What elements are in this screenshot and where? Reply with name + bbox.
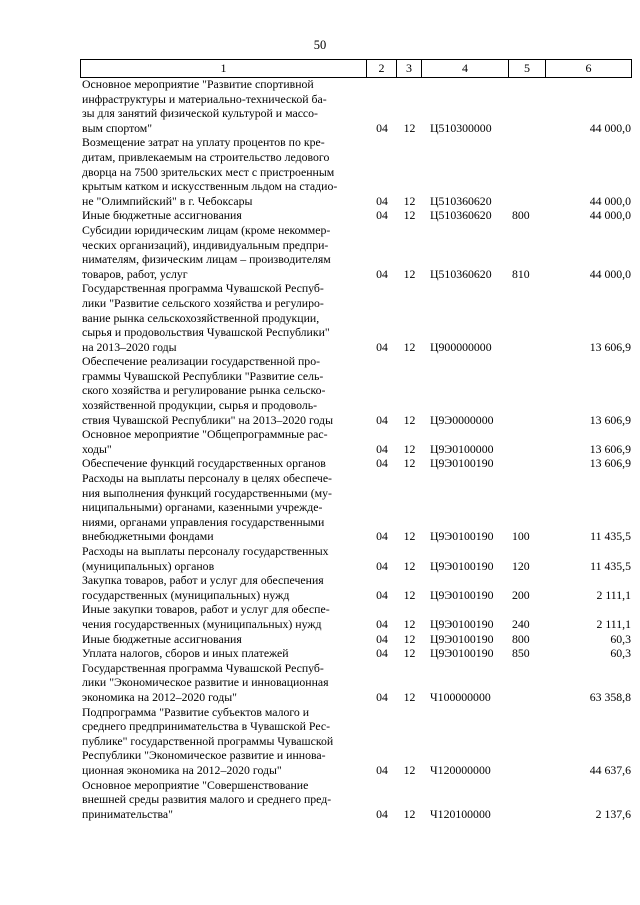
table-row <box>80 646 632 661</box>
target-article-code: Ц9Э0100190 <box>430 646 494 661</box>
section-code: 04 <box>376 558 388 573</box>
amount: 2 111,1 <box>596 616 631 631</box>
table-row <box>80 471 632 544</box>
table-row <box>80 77 632 135</box>
description-line: ского хозяйства и регулирование рынка сельско- <box>82 383 326 398</box>
section-code: 04 <box>376 120 388 135</box>
row-description <box>80 427 367 456</box>
target-article-code: Ч120000000 <box>430 762 491 777</box>
section-code: 04 <box>376 806 388 821</box>
target-article-code: Ц9Э0100000 <box>430 441 494 456</box>
header-col-1: 1 <box>80 60 367 77</box>
description-line: Подпрограмма "Развитие субъектов малого и <box>82 704 310 719</box>
section-code: 04 <box>376 529 388 544</box>
target-article-code: Ч120100000 <box>430 806 491 821</box>
section-code: 04 <box>376 631 388 646</box>
target-article-code: Ц9Э0100190 <box>430 456 494 471</box>
row-description <box>80 135 367 208</box>
expense-type-code: 120 <box>512 558 530 573</box>
table-body <box>80 77 632 821</box>
description-line: ниями, органами управления государственными <box>82 514 325 529</box>
description-line: Основное мероприятие "Совершенствование <box>82 777 309 792</box>
subsection-code: 12 <box>403 441 416 456</box>
amount: 44 000,0 <box>589 120 631 135</box>
expense-type-code: 200 <box>512 587 530 602</box>
row-description <box>80 208 367 223</box>
subsection-code: 12 <box>403 193 416 208</box>
description-line: граммы Чувашской Республики "Развитие сель- <box>82 368 324 383</box>
page-number: 50 <box>313 38 327 52</box>
subsection-code: 12 <box>403 616 416 631</box>
description-line: лики "Экономическое развитие и инновационная <box>82 675 329 690</box>
description-line: Обеспечение реализации государственной про- <box>82 354 321 369</box>
description-line: зы для занятий физической культурой и массо- <box>82 106 318 121</box>
section-code: 04 <box>376 266 388 281</box>
amount: 2 111,1 <box>596 587 631 602</box>
row-description <box>80 705 367 778</box>
expense-type-code: 800 <box>512 631 530 646</box>
row-description <box>80 544 367 573</box>
description-line: экономика на 2012–2020 годы" <box>82 689 237 704</box>
section-code: 04 <box>376 689 388 704</box>
amount: 11 435,5 <box>590 558 631 573</box>
table-row <box>80 705 632 778</box>
table-row <box>80 208 632 223</box>
row-description <box>80 602 367 631</box>
header-col-4: 4 <box>422 60 509 77</box>
target-article-code: Ц510360620 <box>430 266 492 281</box>
description-line: Расходы на выплаты персоналу государственных <box>82 544 329 558</box>
description-line: на 2013–2020 годы <box>82 339 177 354</box>
subsection-code: 12 <box>403 208 416 223</box>
table-row <box>80 354 632 427</box>
target-article-code: Ц9Э0100190 <box>430 631 494 646</box>
target-article-code: Ч100000000 <box>430 689 491 704</box>
subsection-code: 12 <box>403 806 416 821</box>
description-line: вым спортом" <box>82 120 153 135</box>
description-line: дворца на 7500 зрительских мест с пристроенным <box>82 164 335 179</box>
expense-type-code: 850 <box>512 646 530 661</box>
description-line: товаров, работ, услуг <box>82 266 188 281</box>
header-col-6: 6 <box>546 60 632 77</box>
amount: 13 606,9 <box>589 456 631 471</box>
row-description <box>80 661 367 705</box>
description-line: ствия Чувашской Республики" на 2013–2020 годы <box>82 412 333 427</box>
description-line: Иные закупки товаров, работ и услуг для обеспе- <box>82 602 330 617</box>
description-line: Расходы на выплаты персоналу в целях обеспече- <box>82 471 332 486</box>
header-col-5: 5 <box>509 60 546 77</box>
amount: 44 000,0 <box>589 266 631 281</box>
description-line: внебюджетными фондами <box>82 529 214 544</box>
table-row <box>80 661 632 705</box>
amount: 44 000,0 <box>589 193 631 208</box>
section-code: 04 <box>376 762 388 777</box>
description-line: Уплата налогов, сборов и иных платежей <box>82 646 289 661</box>
section-code: 04 <box>376 193 388 208</box>
table-row <box>80 544 632 573</box>
target-article-code: Ц900000000 <box>430 339 492 354</box>
description-line: дитам, привлекаемым на строительство ледового <box>82 149 330 164</box>
description-line: ниципальными) органами, казенными учрежде- <box>82 500 323 515</box>
row-description <box>80 354 367 427</box>
description-line: Иные бюджетные ассигнования <box>82 631 242 646</box>
section-code: 04 <box>376 456 388 471</box>
table-row <box>80 281 632 354</box>
table-row <box>80 135 632 208</box>
description-line: лики "Развитие сельского хозяйства и регулиро- <box>82 295 324 310</box>
section-code: 04 <box>376 412 388 427</box>
target-article-code: Ц9Э0100190 <box>430 529 494 544</box>
description-line: (муниципальных) органов <box>82 558 215 573</box>
amount: 63 358,8 <box>589 689 631 704</box>
subsection-code: 12 <box>403 646 416 661</box>
subsection-code: 12 <box>403 339 416 354</box>
description-line: инфраструктуры и материально-технической ба- <box>82 91 327 106</box>
description-line: чения государственных (муниципальных) нужд <box>82 616 322 631</box>
row-description <box>80 471 367 544</box>
description-line: крытым катком и искусственным льдом на стадио- <box>82 179 338 194</box>
description-line: вание рынка сельскохозяйственной продукции, <box>82 310 320 325</box>
description-line: Иные бюджетные ассигнования <box>82 208 242 223</box>
section-code: 04 <box>376 441 388 456</box>
description-line: принимательства" <box>82 806 173 821</box>
subsection-code: 12 <box>403 587 416 602</box>
description-line: государственных (муниципальных) нужд <box>82 587 290 602</box>
amount: 13 606,9 <box>589 412 631 427</box>
expense-type-code: 100 <box>512 529 530 544</box>
description-line: Республики "Экономическое развитие и иннова- <box>82 748 326 763</box>
description-line: не "Олимпийский" в г. Чебоксары <box>82 193 253 208</box>
row-description <box>80 223 367 281</box>
amount: 2 137,6 <box>595 806 631 821</box>
description-line: Государственная программа Чувашской Респуб- <box>82 281 324 296</box>
target-article-code: Ц510360620 <box>430 193 492 208</box>
amount: 44 000,0 <box>589 208 631 223</box>
expense-type-code: 240 <box>512 616 530 631</box>
expense-type-code: 800 <box>512 208 530 223</box>
subsection-code: 12 <box>403 558 416 573</box>
description-line: Основное мероприятие "Общепрограммные рас- <box>82 427 328 442</box>
row-description <box>80 632 367 647</box>
row-description <box>80 77 367 135</box>
description-line: Возмещение затрат на уплату процентов по кре- <box>82 135 325 150</box>
description-line: Основное мероприятие "Развитие спортивной <box>82 77 314 91</box>
section-code: 04 <box>376 646 388 661</box>
subsection-code: 12 <box>403 689 416 704</box>
description-line: Государственная программа Чувашской Респуб- <box>82 660 324 675</box>
description-line: внешней среды развития малого и среднего пред- <box>82 792 332 807</box>
table-row <box>80 778 632 822</box>
table-row <box>80 223 632 281</box>
target-article-code: Ц510300000 <box>430 120 492 135</box>
description-line: Субсидии юридическим лицам (кроме некоммер- <box>82 222 331 237</box>
row-description <box>80 456 367 471</box>
section-code: 04 <box>376 587 388 602</box>
row-description <box>80 646 367 661</box>
header-col-3: 3 <box>397 60 422 77</box>
description-line: хозяйственной продукции, сырья и продоволь- <box>82 398 318 413</box>
target-article-code: Ц9Э0100190 <box>430 587 494 602</box>
header-col-2: 2 <box>367 60 397 77</box>
target-article-code: Ц9Э0100190 <box>430 558 494 573</box>
description-line: среднего предпринимательства в Чувашской Рес- <box>82 719 331 734</box>
description-line: ния выполнения функций государственными (му- <box>82 485 332 500</box>
section-code: 04 <box>376 339 388 354</box>
target-article-code: Ц510360620 <box>430 208 492 223</box>
subsection-code: 12 <box>403 120 416 135</box>
description-line: сырья и продовольствия Чувашской Республики" <box>82 325 330 340</box>
table-header <box>80 59 632 78</box>
table-row <box>80 427 632 456</box>
section-code: 04 <box>376 208 388 223</box>
amount: 11 435,5 <box>590 529 631 544</box>
subsection-code: 12 <box>403 762 416 777</box>
amount: 60,3 <box>610 646 631 661</box>
amount: 44 637,6 <box>589 762 631 777</box>
target-article-code: Ц9Э0100190 <box>430 616 494 631</box>
subsection-code: 12 <box>403 529 416 544</box>
description-line: ционная экономика на 2012–2020 годы" <box>82 762 282 777</box>
description-line: Закупка товаров, работ и услуг для обеспечения <box>82 573 324 588</box>
table-row <box>80 456 632 471</box>
subsection-code: 12 <box>403 456 416 471</box>
row-description <box>80 778 367 822</box>
section-code: 04 <box>376 616 388 631</box>
row-description <box>80 573 367 602</box>
table-row <box>80 573 632 602</box>
table-row <box>80 602 632 631</box>
subsection-code: 12 <box>403 266 416 281</box>
description-line: Обеспечение функций государственных органов <box>82 456 326 471</box>
description-line: публике" государственной программы Чувашской <box>82 733 334 748</box>
subsection-code: 12 <box>403 412 416 427</box>
target-article-code: Ц9Э0000000 <box>430 412 494 427</box>
table-row <box>80 632 632 647</box>
subsection-code: 12 <box>403 631 416 646</box>
description-line: нимателям, физическим лицам – производителям <box>82 252 331 267</box>
description-line: ходы" <box>82 441 112 456</box>
row-description <box>80 281 367 354</box>
amount: 13 606,9 <box>589 441 631 456</box>
amount: 13 606,9 <box>589 339 631 354</box>
description-line: ческих организаций), индивидуальным предпри- <box>82 237 329 252</box>
expense-type-code: 810 <box>512 266 530 281</box>
amount: 60,3 <box>610 631 631 646</box>
